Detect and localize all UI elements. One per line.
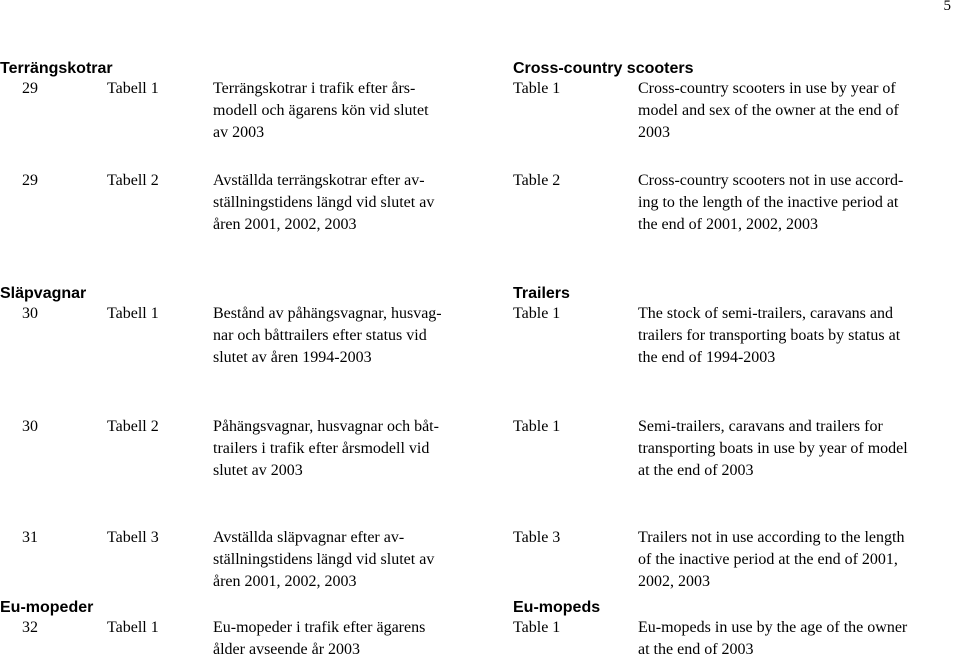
- entry-title-en: Cross-country scooters in use by year of model and sex of the owner at the end of 2003: [638, 80, 899, 141]
- entry-page-number: 32: [22, 619, 38, 636]
- entry-page-number: 29: [22, 172, 38, 189]
- entry-title-sv: Bestånd av påhängsvagnar, husvag- nar och båttrailers efter status vid slutet av åren 1994-2003: [213, 305, 442, 366]
- entry-title-sv: Eu-mopeder i trafik efter ägarens ålder avseende år 2003: [213, 619, 426, 658]
- section-heading-en-cross-country-scooters: Cross-country scooters: [513, 60, 694, 77]
- entry-page-number: 30: [22, 418, 38, 435]
- entry-tabell-label: Tabell 2: [107, 418, 159, 435]
- entry-page-number: 31: [22, 529, 38, 546]
- entry-tabell-label: Tabell 1: [107, 80, 159, 97]
- entry-title-en: The stock of semi-trailers, caravans and trailers for transporting boats by status at the end of 1994-2003: [638, 305, 901, 366]
- entry-tabell-label: Tabell 3: [107, 529, 159, 546]
- entry-title-en: Trailers not in use according to the length of the inactive period at the end of 2001, 2002, 2003: [638, 529, 905, 590]
- page-number: 5: [943, 0, 951, 14]
- entry-title-sv: Påhängsvagnar, husvagnar och båt- trailers i trafik efter årsmodell vid slutet av 2003: [213, 418, 439, 479]
- entry-table-label: Table 1: [513, 305, 561, 322]
- entry-table-label: Table 1: [513, 619, 561, 636]
- entry-page-number: 30: [22, 305, 38, 322]
- entry-table-label: Table 3: [513, 529, 561, 546]
- entry-page-number: 29: [22, 80, 38, 97]
- entry-table-label: Table 1: [513, 418, 561, 435]
- entry-table-label: Table 2: [513, 172, 561, 189]
- entry-title-sv: Avställda släpvagnar efter av- ställningstidens längd vid slutet av åren 2001, 2002, 2003: [213, 529, 435, 590]
- section-heading-en-eu-mopeds: Eu-mopeds: [513, 599, 601, 616]
- entry-title-en: Semi-trailers, caravans and trailers for transporting boats in use by year of model at the end of 2003: [638, 418, 908, 479]
- entry-title-sv: Terrängskotrar i trafik efter års- modell och ägarens kön vid slutet av 2003: [213, 80, 429, 141]
- section-heading-sv-terrangskotrar: Terrängskotrar: [0, 60, 113, 77]
- section-heading-sv-slapvagnar: Släpvagnar: [0, 285, 87, 302]
- entry-table-label: Table 1: [513, 80, 561, 97]
- section-heading-sv-eu-mopeder: Eu-mopeder: [0, 599, 94, 616]
- entry-title-sv: Avställda terrängskotrar efter av- ställningstidens längd vid slutet av åren 2001, 2002, 2003: [213, 172, 435, 233]
- entry-title-en: Cross-country scooters not in use accord- ing to the length of the inactive period at the end of 2001, 2002, 2003: [638, 172, 904, 233]
- entry-tabell-label: Tabell 2: [107, 172, 159, 189]
- entry-tabell-label: Tabell 1: [107, 619, 159, 636]
- section-heading-en-trailers: Trailers: [513, 285, 570, 302]
- entry-title-en: Eu-mopeds in use by the age of the owner at the end of 2003: [638, 619, 908, 658]
- entry-tabell-label: Tabell 1: [107, 305, 159, 322]
